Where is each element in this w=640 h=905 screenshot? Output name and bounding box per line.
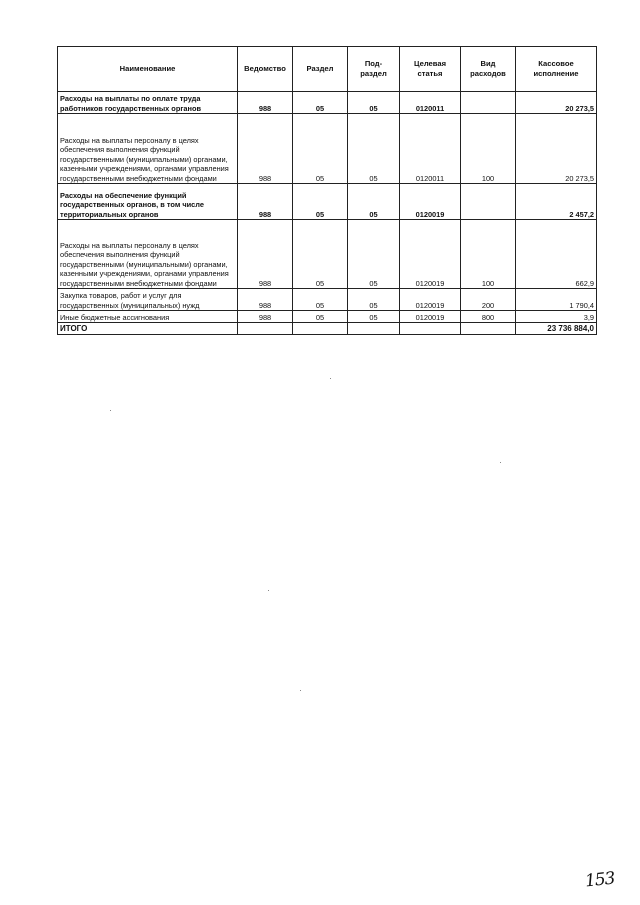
row-expense-type bbox=[461, 92, 516, 114]
total-amount: 23 736 884,0 bbox=[516, 323, 597, 335]
table-row bbox=[58, 311, 597, 323]
row-department: 988 bbox=[238, 92, 293, 114]
total-row bbox=[58, 323, 597, 335]
row-section: 05 bbox=[293, 220, 348, 289]
total-empty-cell bbox=[400, 323, 461, 335]
row-amount: 2 457,2 bbox=[516, 184, 597, 220]
row-amount: 20 273,5 bbox=[516, 114, 597, 184]
row-name: Расходы на обеспечение функций государственных органов, в том числе территориальных органов bbox=[58, 184, 238, 220]
row-department: 988 bbox=[238, 289, 293, 311]
row-target-article: 0120019 bbox=[400, 184, 461, 220]
header-expense-type bbox=[461, 47, 516, 92]
header-cash-execution bbox=[516, 47, 597, 92]
row-subsection: 05 bbox=[348, 220, 400, 289]
row-amount: 3,9 bbox=[516, 311, 597, 323]
row-subsection: 05 bbox=[348, 92, 400, 114]
row-section: 05 bbox=[293, 184, 348, 220]
row-expense-type: 800 bbox=[461, 311, 516, 323]
scan-speck bbox=[268, 590, 269, 591]
header-subsection bbox=[348, 47, 400, 92]
row-subsection: 05 bbox=[348, 289, 400, 311]
row-name: Иные бюджетные ассигнования bbox=[58, 311, 238, 323]
row-expense-type: 100 bbox=[461, 114, 516, 184]
total-empty-cell bbox=[238, 323, 293, 335]
scan-speck bbox=[110, 410, 111, 411]
table-row bbox=[58, 220, 597, 289]
header-target-article bbox=[400, 47, 461, 92]
row-department: 988 bbox=[238, 184, 293, 220]
row-target-article: 0120019 bbox=[400, 220, 461, 289]
row-amount: 662,9 bbox=[516, 220, 597, 289]
total-empty-cell bbox=[461, 323, 516, 335]
row-expense-type: 200 bbox=[461, 289, 516, 311]
table-row bbox=[58, 92, 597, 114]
table-row bbox=[58, 184, 597, 220]
row-amount: 1 790,4 bbox=[516, 289, 597, 311]
header-subsection-label: Под- раздел bbox=[360, 59, 387, 78]
scan-speck bbox=[300, 690, 301, 691]
row-expense-type: 100 bbox=[461, 220, 516, 289]
row-section: 05 bbox=[293, 92, 348, 114]
row-target-article: 0120019 bbox=[400, 289, 461, 311]
row-subsection: 05 bbox=[348, 311, 400, 323]
scan-speck bbox=[500, 462, 501, 463]
total-label: ИТОГО bbox=[58, 323, 238, 335]
header-target-article-label: Целевая статья bbox=[413, 59, 447, 78]
total-empty-cell bbox=[348, 323, 400, 335]
row-name: Расходы на выплаты по оплате труда работников государственных органов bbox=[58, 92, 238, 114]
header-cash-execution-label: Кассовое исполнение bbox=[533, 59, 579, 78]
row-name: Расходы на выплаты персоналу в целях обеспечения выполнения функций государственными (муниципальными) органами, казенными учреждениями, органами управления государственными внебюджетными фондами bbox=[58, 114, 238, 184]
row-name: Закупка товаров, работ и услуг для государственных (муниципальных) нужд bbox=[58, 289, 238, 311]
row-target-article: 0120011 bbox=[400, 92, 461, 114]
row-department: 988 bbox=[238, 220, 293, 289]
row-amount: 20 273,5 bbox=[516, 92, 597, 114]
row-expense-type bbox=[461, 184, 516, 220]
row-department: 988 bbox=[238, 114, 293, 184]
table-row bbox=[58, 289, 597, 311]
row-target-article: 0120011 bbox=[400, 114, 461, 184]
total-empty-cell bbox=[293, 323, 348, 335]
header-department: Ведомство bbox=[238, 47, 293, 92]
table-header-row bbox=[58, 47, 597, 92]
row-subsection: 05 bbox=[348, 184, 400, 220]
row-section: 05 bbox=[293, 289, 348, 311]
scan-speck bbox=[330, 378, 331, 379]
row-section: 05 bbox=[293, 311, 348, 323]
header-expense-type-label: Вид расходов bbox=[470, 59, 506, 78]
header-section: Раздел bbox=[293, 47, 348, 92]
handwritten-page-number: 153 bbox=[584, 868, 616, 892]
row-target-article: 0120019 bbox=[400, 311, 461, 323]
row-section: 05 bbox=[293, 114, 348, 184]
header-name: Наименование bbox=[58, 47, 238, 92]
table-row bbox=[58, 114, 597, 184]
row-department: 988 bbox=[238, 311, 293, 323]
budget-execution-table bbox=[57, 46, 597, 335]
row-name: Расходы на выплаты персоналу в целях обеспечения выполнения функций государственными (муниципальными) органами, казенными учреждениями, органами управления государственными внебюджетными фондами bbox=[58, 220, 238, 289]
row-subsection: 05 bbox=[348, 114, 400, 184]
